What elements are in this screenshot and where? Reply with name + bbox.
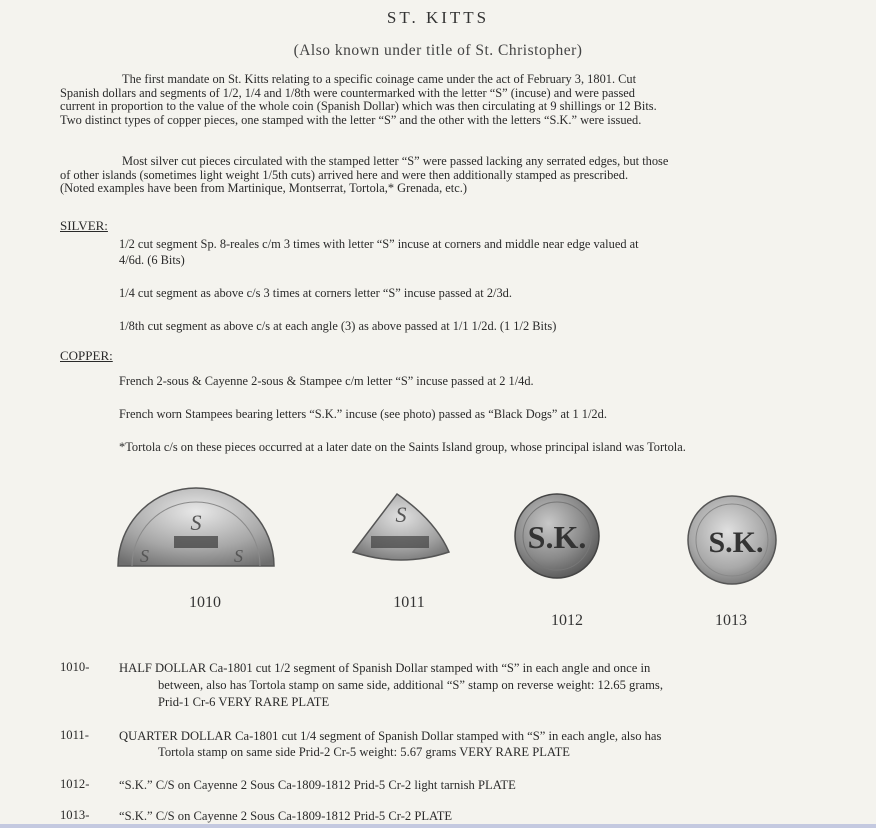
catalog-1012-line1: “S.K.” C/S on Cayenne 2 Sous Ca-1809-1812 Prid-5 Cr-2 light tarnish PLATE [119,778,516,792]
intro-paragraph-2 [60,155,850,196]
catalog-1010-line1: HALF DOLLAR Ca-1801 cut 1/2 segment of Spanish Dollar stamped with “S” in each angle and once in [119,661,651,675]
copper-item-1: French 2-sous & Cayenne 2-sous & Stampee c/m letter “S” incuse passed at 2 1/4d. [119,374,534,388]
coin-1012-image [513,492,601,580]
coin-label-1013: 1013 [715,612,747,629]
catalog-1010-line3: Prid-1 Cr-6 VERY RARE PLATE [158,695,330,709]
svg-text:S: S [395,502,407,527]
intro-p2-line3: (Noted examples have been from Martinique, Montserrat, Tortola,* Grenada, etc.) [60,181,467,196]
copper-heading: COPPER: [60,348,113,363]
catalog-1010-line2: between, also has Tortola stamp on same side, additional “S” stamp on reverse weight: 12.65 grams, [158,678,663,692]
intro-paragraph-1 [60,73,850,127]
svg-text:S.K.: S.K. [527,519,587,555]
catalog-1013-line1: “S.K.” C/S on Cayenne 2 Sous Ca-1809-1812 Prid-5 Cr-2 PLATE [119,809,453,823]
svg-text:S: S [140,546,149,566]
catalog-1011-line1: QUARTER DOLLAR Ca-1801 cut 1/4 segment of Spanish Dollar stamped with “S” in each angle, also has [119,729,662,743]
catalog-num-1012: 1012- [60,777,90,791]
intro-p1-line1: The first mandate on St. Kitts relating to a specific coinage came under the act of February 3, 1801. Cut [122,72,637,86]
silver-item-3: 1/8th cut segment as above c/s at each angle (3) as above passed at 1/1 1/2d. (1 1/2 Bits) [119,319,557,333]
copper-note: *Tortola c/s on these pieces occurred at a later date on the Saints Island group, whose principal island was Tortola. [119,440,686,454]
coin-label-1011: 1011 [393,594,425,611]
coin-1010-image [112,478,280,578]
intro-p1-line4: Two distinct types of copper pieces, one stamped with the letter “S” and the other with the letters “S.K.” were issued. [60,112,642,127]
coin-label-1012: 1012 [551,612,583,629]
catalog-num-1011: 1011- [60,728,89,742]
page-title: ST. KITTS [386,8,490,27]
silver-item-1-line2: 4/6d. (6 Bits) [119,253,185,267]
silver-item-2: 1/4 cut segment as above c/s 3 times at corners letter “S” incuse passed at 2/3d. [119,286,512,300]
svg-text:S: S [234,546,243,566]
intro-p1-line3: current in proportion to the value of the whole coin (Spanish Dollar) which was then circulating at 9 shillings or 12 Bits. [60,99,657,114]
svg-text:S.K.: S.K. [708,526,764,559]
catalog-1011-line2: Tortola stamp on same side Prid-2 Cr-5 weight: 5.67 grams VERY RARE PLATE [158,745,570,759]
coin-label-1010: 1010 [189,594,221,611]
svg-text:S: S [190,510,202,535]
intro-p2-line2: of other islands (sometimes light weight 1/5th cuts) arrived here and were then additionally stamped as prescribed. [60,167,629,182]
copper-item-2: French worn Stampees bearing letters “S.K.” incuse (see photo) passed as “Black Dogs” at 1 1/2d. [119,407,607,421]
silver-item-1 [119,236,849,268]
coin-1013-image [686,494,778,586]
bottom-divider [0,824,876,828]
intro-p2-line1: Most silver cut pieces circulated with the stamped letter “S” were passed lacking any serrated edges, but those [122,154,669,168]
catalog-num-1010: 1010- [60,660,90,674]
intro-p1-line2: Spanish dollars and segments of 1/2, 1/4 and 1/8th were countermarked with the letter “S” (incuse) and were passed [60,85,635,100]
coin-1011-image [345,490,455,568]
page-subtitle: (Also known under title of St. Christopher) [293,42,583,59]
catalog-num-1013: 1013- [60,808,90,822]
silver-heading: SILVER: [60,218,108,233]
silver-item-1-line1: 1/2 cut segment Sp. 8-reales c/m 3 times with letter “S” incuse at corners and middle near edge valued at [119,237,639,251]
